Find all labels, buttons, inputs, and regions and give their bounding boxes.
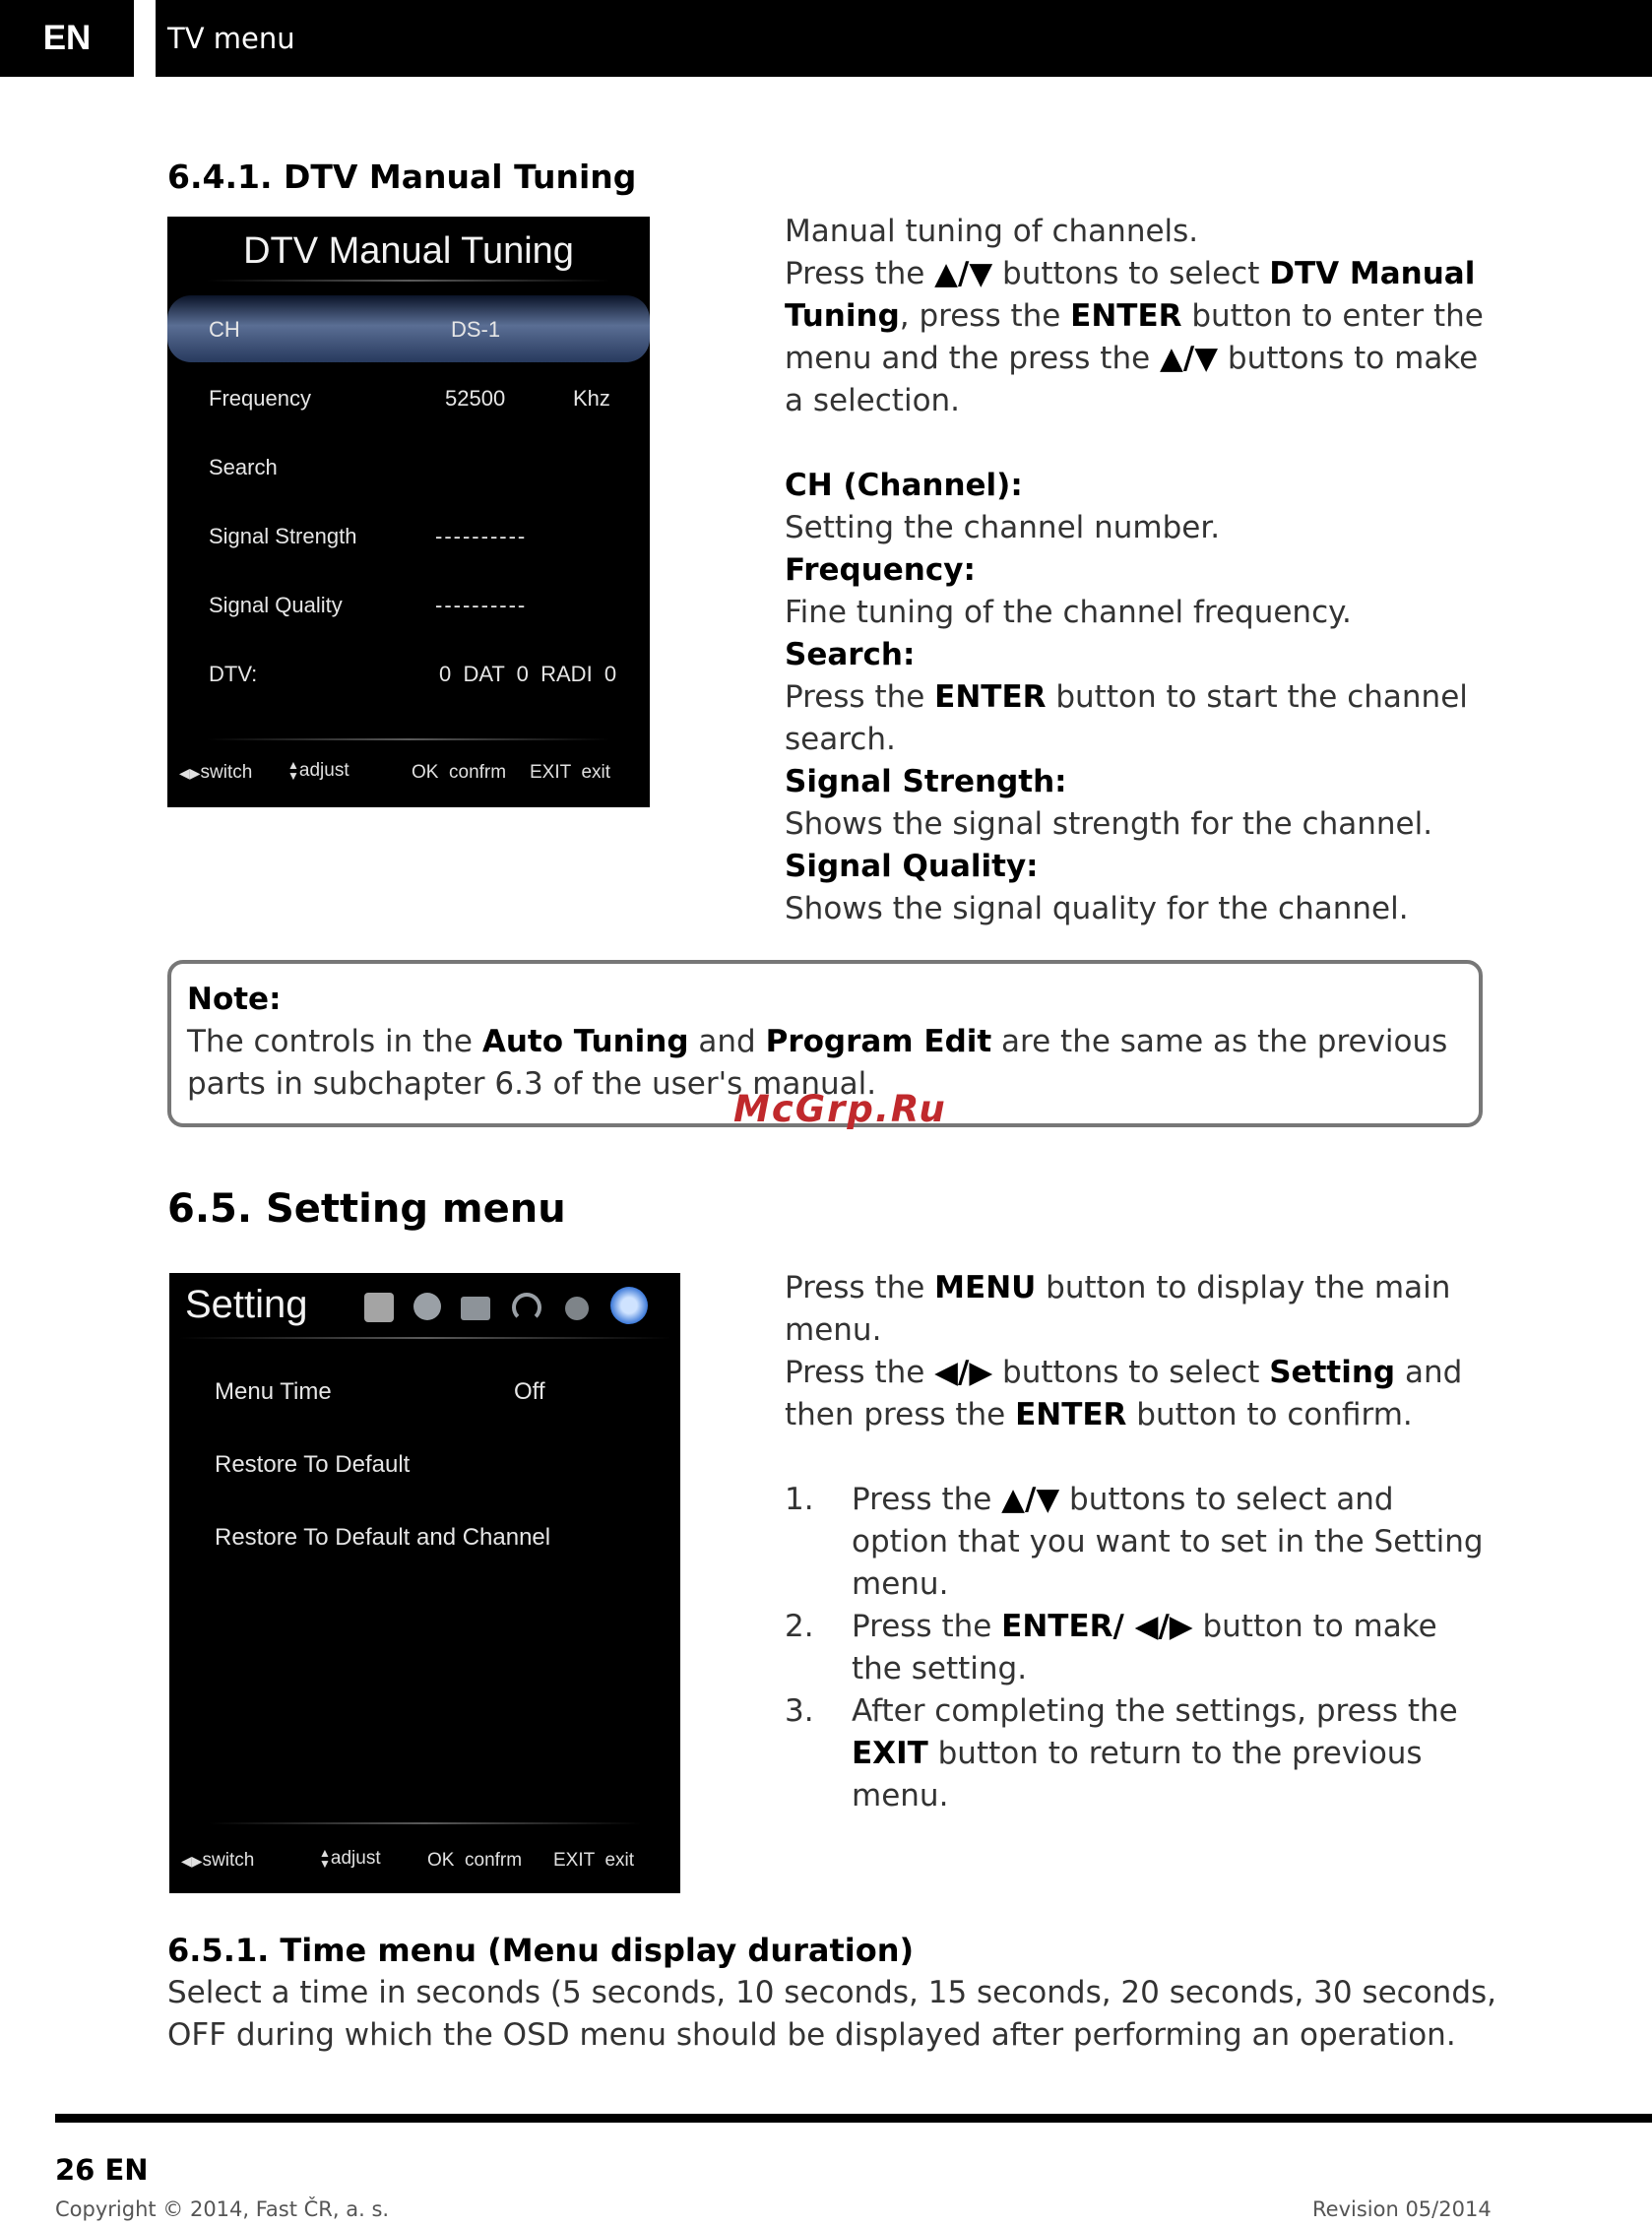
para-line: menu and the press the ▲/▼ buttons to make: [785, 341, 1479, 376]
exit-hint: EXIT exit: [530, 762, 611, 783]
left-right-arrows-icon: ◀▶: [181, 1853, 203, 1869]
up-down-arrows-icon: ▲/▼: [934, 256, 993, 291]
step-2: 2. Press the ENTER/ ◀/▶ button to make the setting.: [785, 1606, 1484, 1690]
footer-rule: [55, 2114, 1652, 2123]
dtv-description: [785, 211, 1484, 930]
heading-dtv-manual-tuning: 6.4.1. DTV Manual Tuning: [167, 158, 637, 196]
setting-menu-screen: [169, 1273, 680, 1893]
section-title: TV menu: [167, 22, 295, 55]
def-search: Press the ENTER button to start the channel: [785, 679, 1468, 715]
satellite-icon: [565, 1297, 589, 1320]
step-3: 3. After completing the settings, press the EXIT button to return to the previous menu.: [785, 1690, 1484, 1817]
para-line: Manual tuning of channels.: [785, 214, 1199, 249]
para-line: Tuning, press the ENTER button to enter the: [785, 298, 1484, 334]
copyright: Copyright © 2014, Fast ČR, a. s.: [55, 2197, 390, 2221]
setting-description: [785, 1267, 1484, 1817]
up-down-arrows-icon: ▲/▼: [1160, 341, 1219, 376]
headphones-icon: [512, 1293, 541, 1322]
search-label: Search: [209, 455, 278, 479]
up-down-arrows-icon: ▲ ▼: [319, 1846, 331, 1871]
watermark: McGrp.Ru: [733, 1088, 947, 1130]
frequency-label: Frequency: [209, 386, 311, 411]
signal-strength-label: Signal Strength: [209, 524, 357, 548]
term-signal-strength: Signal Strength:: [785, 764, 1067, 799]
para-line: then press the ENTER button to confirm.: [785, 1397, 1413, 1432]
term-ch: CH (Channel):: [785, 468, 1023, 503]
step-number: 3.: [785, 1693, 814, 1729]
term-frequency: Frequency:: [785, 552, 976, 588]
ok-confirm-hint: OK confrm: [427, 1850, 523, 1871]
adjust-label: adjust: [330, 1848, 381, 1870]
ok-confirm-hint: OK confrm: [412, 762, 507, 783]
screen-icon: [461, 1297, 490, 1320]
left-right-arrows-icon: ◀/▶: [1134, 1609, 1193, 1644]
exit-hint: EXIT exit: [553, 1850, 635, 1871]
revision: Revision 05/2014: [1312, 2197, 1492, 2221]
adjust-hint: [319, 1848, 381, 1870]
switch-label: switch: [202, 1850, 255, 1871]
up-down-arrows-icon: ▲/▼: [1001, 1482, 1060, 1517]
para-line: Press the ◀/▶ buttons to select Setting and: [785, 1355, 1463, 1390]
language-badge: [0, 0, 134, 77]
page-number: 26 EN: [55, 2153, 149, 2187]
ch-value: DS-1: [451, 317, 501, 342]
para-line: Press the MENU button to display the main: [785, 1270, 1451, 1305]
gear-icon: [610, 1287, 648, 1324]
clock-icon: [413, 1293, 441, 1320]
time-menu-description: [167, 1972, 1496, 2057]
footer-divider: [207, 738, 610, 740]
language-label: EN: [42, 19, 92, 57]
divider: [179, 1337, 671, 1339]
step-number: 2.: [785, 1609, 814, 1644]
screen-title: Setting: [185, 1283, 308, 1326]
dtv-manual-tuning-screen: [167, 217, 650, 807]
def-frequency: Fine tuning of the channel frequency.: [785, 595, 1352, 630]
adjust-hint: [287, 760, 349, 782]
para-line: menu.: [785, 1312, 882, 1348]
left-right-arrows-icon: ◀▶: [179, 765, 201, 781]
step-1: 1. Press the ▲/▼ buttons to select and option that you want to set in the Setting menu.: [785, 1479, 1484, 1606]
step-number: 1.: [785, 1482, 814, 1517]
adjust-label: adjust: [298, 760, 349, 782]
signal-strength-value: ----------: [435, 524, 528, 548]
para-line: Press the ▲/▼ buttons to select DTV Manual: [785, 256, 1476, 291]
heading-time-menu: 6.5.1. Time menu (Menu display duration): [167, 1932, 915, 1969]
para-line: Select a time in seconds (5 seconds, 10 seconds, 15 seconds, 20 seconds, 30 seconds,: [167, 1975, 1497, 2010]
def-signal-quality: Shows the signal quality for the channel.: [785, 891, 1409, 926]
term-signal-quality: Signal Quality:: [785, 849, 1039, 884]
divider: [207, 280, 610, 282]
signal-quality-label: Signal Quality: [209, 593, 343, 617]
ch-label: CH: [209, 317, 240, 342]
restore-to-default-and-channel: Restore To Default and Channel: [215, 1524, 551, 1551]
heading-setting-menu: 6.5. Setting menu: [167, 1186, 566, 1232]
switch-hint: [181, 1850, 254, 1872]
left-right-arrows-icon: ◀/▶: [934, 1355, 993, 1390]
restore-to-default: Restore To Default: [215, 1451, 411, 1478]
dtv-label: DTV:: [209, 662, 258, 686]
dtv-value: 0 DAT 0 RADI 0: [439, 662, 617, 686]
para-line: a selection.: [785, 383, 961, 418]
switch-hint: [179, 762, 252, 784]
para-line: OFF during which the OSD menu should be displayed after performing an operation.: [167, 2017, 1456, 2053]
note-line: The controls in the Auto Tuning and Program Edit are the same as the previous: [187, 1024, 1448, 1059]
def-signal-strength: Shows the signal strength for the channel.: [785, 806, 1433, 842]
note-line: parts in subchapter 6.3 of the user's manual.: [187, 1066, 877, 1102]
def-ch: Setting the channel number.: [785, 510, 1221, 545]
section-header: [156, 0, 1652, 77]
picture-icon: [364, 1293, 394, 1322]
def-search-cont: search.: [785, 722, 896, 757]
term-search: Search:: [785, 637, 916, 672]
up-down-arrows-icon: ▲ ▼: [287, 758, 299, 783]
menu-time-value: Off: [514, 1378, 545, 1405]
menu-time-label: Menu Time: [215, 1378, 332, 1405]
screen-title: DTV Manual Tuning: [243, 230, 574, 272]
frequency-unit: Khz: [573, 386, 610, 411]
note-text: [187, 979, 1447, 1106]
signal-quality-value: ----------: [435, 593, 528, 617]
footer-divider: [209, 1822, 642, 1824]
note-title: Note:: [187, 982, 282, 1017]
switch-label: switch: [200, 762, 253, 783]
frequency-value: 52500: [445, 386, 506, 411]
